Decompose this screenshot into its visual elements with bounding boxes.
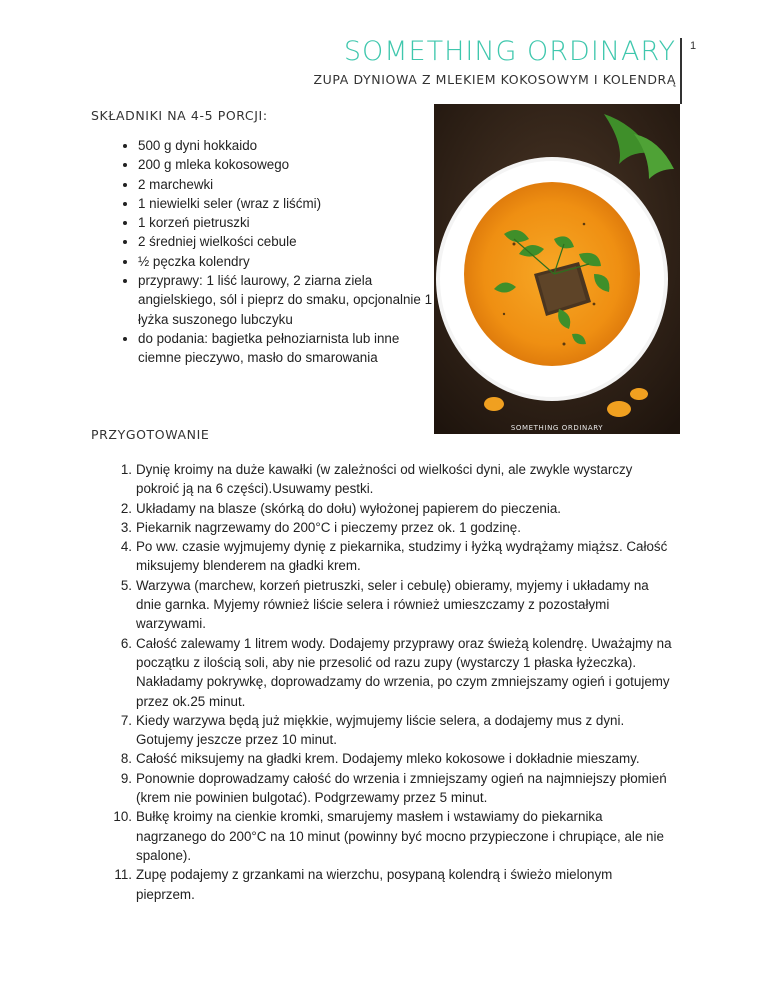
step-item: [120, 518, 672, 537]
step-text: Kiedy warzywa będą już miękkie, wyjmujemy liście selera, a dodajemy mus z dyni. Gotujemy jeszcze przez 10 minut.: [136, 712, 625, 748]
ingredient-item: • 1 korzeń pietruszki: [138, 213, 438, 232]
step-text: Ponownie doprowadzamy całość do wrzenia i zmniejszamy ogień na najmniejszy płomień (krem nie powinien bulgotać). Podgrzewamy przez 5 minut.: [136, 770, 667, 806]
page-number: 1: [690, 40, 697, 52]
step-number: 1.: [120, 462, 132, 477]
step-number: 11.: [114, 867, 132, 883]
step-item: [120, 499, 672, 518]
step-number: 8.: [120, 751, 132, 767]
ingredient-item: • przyprawy: 1 liść laurowy, 2 ziarna ziela angielskiego, sól i pieprz do smaku, opcjonalnie 1 łyżka suszonego lubczyku: [138, 271, 438, 329]
step-number: 5.: [120, 577, 132, 593]
step-number: 6.: [120, 635, 132, 651]
step-number: 9.: [120, 770, 132, 786]
step-text: Po ww. czasie wyjmujemy dynię z piekarnika, studzimy i łyżką wydrążamy miąższ. Całość miksujemy blenderem na gładki krem.: [136, 539, 668, 574]
preparation-steps: [113, 460, 672, 904]
step-text: Dynię kroimy na duże kawałki (w zależności od wielkości dyni, ale zwykle wystarczy pokroić ją na 6 części).Usuwamy pestki.: [136, 462, 633, 497]
preparation-heading: PRZYGOTOWANIE: [91, 427, 210, 442]
step-text: Bułkę kroimy na cienkie kromki, smarujemy masłem i wstawiamy do piekarnika nagrzanego do 200°C na 10 minut (powinny być mocno przypieczone i chrupiące, ale nie spalone).: [136, 809, 664, 863]
step-text: Warzywa (marchew, korzeń pietruszki, seler i cebulę) obieramy, myjemy i układamy na dnie garnka. Myjemy również liście selera i również umieszczamy z pozostałymi warzywami.: [136, 577, 649, 632]
step-item: [120, 769, 672, 808]
step-text: Piekarnik nagrzewamy do 200°C i pieczemy przez ok. 1 godzinę.: [136, 519, 521, 535]
step-item: [120, 711, 672, 750]
ingredient-item: • do podania: bagietka pełnoziarnista lub inne ciemne pieczywo, masło do smarowania: [138, 329, 438, 368]
step-item: [114, 865, 672, 904]
ingredient-item: • 2 średniej wielkości cebule: [138, 232, 438, 251]
recipe-title: ZUPA DYNIOWA Z MLEKIEM KOKOSOWYM I KOLENDRĄ: [313, 72, 676, 87]
step-text: Całość zalewamy 1 litrem wody. Dodajemy przyprawy oraz świeżą kolendrę. Uważajmy na początku z ilością soli, aby nie przesolić od razu zupy (wystarczy 1 płaska łyżeczka). Nakładamy pokrywkę, doprowadzamy do wrzenia, po czym zmniejszamy ogień i gotujemy przez ok.25 minut.: [136, 635, 672, 709]
step-number: 3.: [120, 519, 132, 535]
soup-illustration: [434, 104, 680, 434]
step-text: Układamy na blasze (skórką do dołu) wyłożonej papierem do pieczenia.: [136, 500, 562, 516]
header-divider: [680, 38, 682, 104]
step-item: [120, 749, 672, 768]
ingredient-item: • ½ pęczka kolendry: [138, 252, 438, 271]
step-number: 2.: [120, 500, 132, 516]
step-item: [120, 634, 672, 711]
step-item: [120, 576, 672, 634]
soup-photo: [434, 104, 680, 434]
step-item: [120, 537, 672, 576]
step-text: Całość miksujemy na gładki krem. Dodajemy mleko kokosowe i dokładnie mieszamy.: [136, 751, 640, 767]
step-number: 4.: [120, 539, 132, 555]
ingredients-heading: SKŁADNIKI NA 4-5 PORCJI:: [91, 108, 268, 123]
step-text: Zupę podajemy z grzankami na wierzchu, posypaną kolendrą i świeżo mielonym pieprzem.: [136, 867, 613, 902]
photo-caption: SOMETHING ORDINARY: [510, 424, 604, 432]
step-item: [120, 460, 672, 499]
ingredient-item: • 1 niewielki seler (wraz z liśćmi): [138, 194, 438, 213]
step-item: [113, 807, 672, 865]
ingredient-item: • 200 g mleka kokosowego: [138, 155, 438, 174]
step-number: 7.: [120, 712, 132, 728]
ingredient-item: • 500 g dyni hokkaido: [138, 136, 438, 155]
ingredients-list: [118, 136, 438, 368]
ingredient-item: • 2 marchewki: [138, 175, 438, 194]
brand-title: SOMETHING ORDINARY: [343, 36, 676, 67]
step-number: 10.: [113, 809, 132, 825]
